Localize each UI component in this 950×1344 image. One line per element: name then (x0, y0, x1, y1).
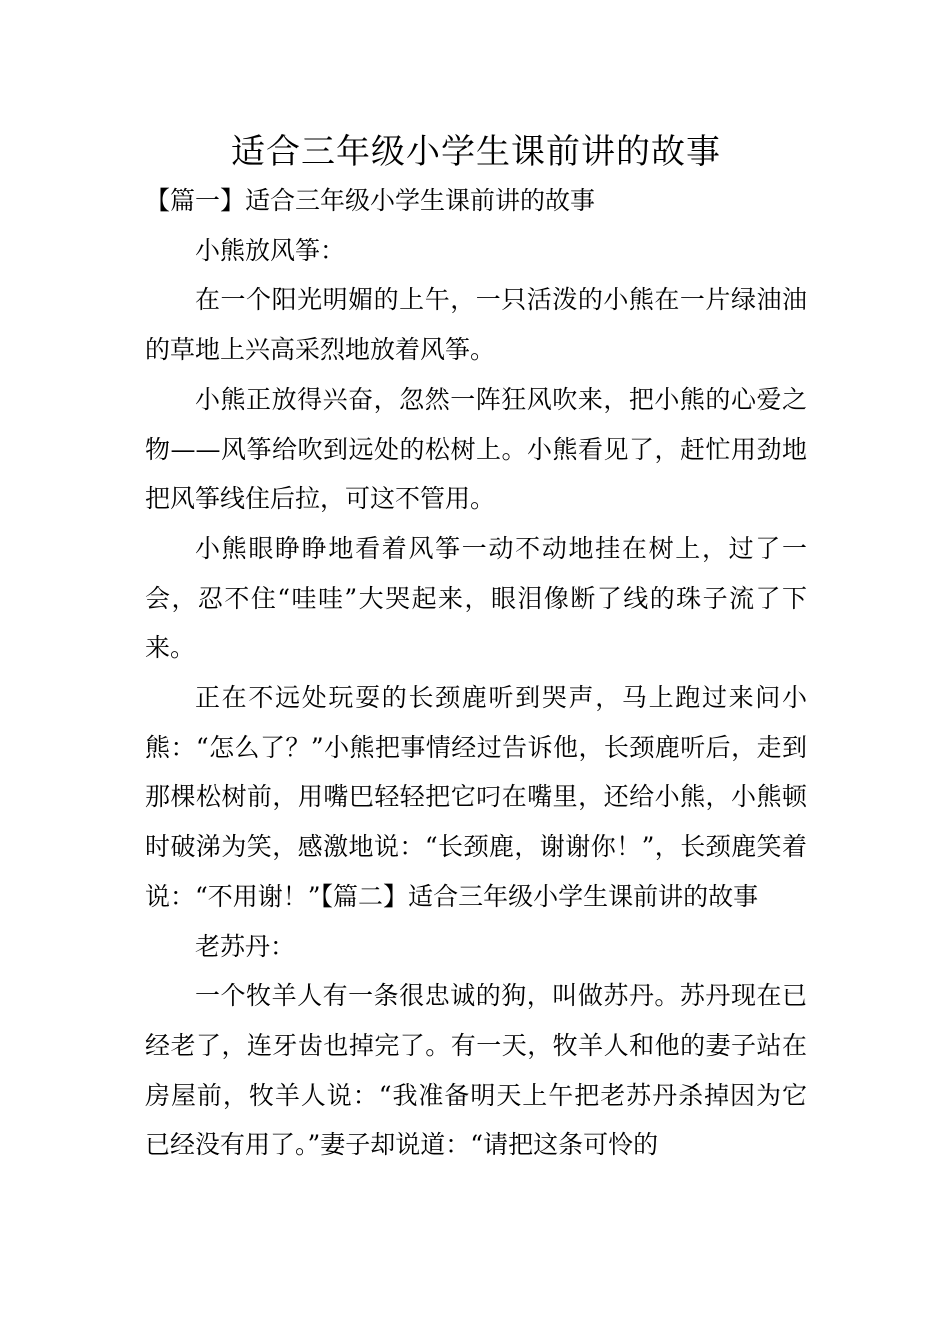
document-body (145, 128, 807, 1170)
document-title: 适合三年级小学生课前讲的故事 (231, 132, 721, 172)
paragraph-4: 正在不远处玩耍的长颈鹿听到哭声，马上跑过来问小熊：“怎么了？”小熊把事情经过告诉他，长颈鹿听后，走到那棵松树前，用嘴巴轻轻把它叼在嘴里，还给小熊，小熊顿时破涕为笑，感激地说：“长颈鹿，谢谢你！”，长颈鹿笑着说：“不用谢！”【篇二】适合三年级小学生课前讲的故事 (145, 683, 807, 911)
paragraph-3: 小熊眼睁睁地看着风筝一动不动地挂在树上，过了一会，忍不住“哇哇”大哭起来，眼泪像断了线的珠子流了下来。 (145, 533, 807, 663)
story-title-bear: 小熊放风筝： (195, 235, 346, 265)
story-title-sultan: 老苏丹： (195, 931, 296, 961)
paragraph-6: 一个牧羊人有一条很忠诚的狗，叫做苏丹。苏丹现在已经老了，连牙齿也掉完了。有一天，牧羊人和他的妻子站在房屋前，牧羊人说：“我准备明天上午把老苏丹杀掉因为它已经没有用了。”妻子却说道：“请把这条可怜的 (145, 981, 807, 1160)
section-heading-1: 【篇一】适合三年级小学生课前讲的故事 (145, 186, 596, 215)
paragraph-1: 在一个阳光明媚的上午，一只活泼的小熊在一片绿油油的草地上兴高采烈地放着风筝。 (145, 285, 807, 365)
paragraph-2: 小熊正放得兴奋，忽然一阵狂风吹来，把小熊的心爱之物——风筝给吹到远处的松树上。小熊看见了，赶忙用劲地把风筝线住后拉，可这不管用。 (145, 384, 807, 514)
